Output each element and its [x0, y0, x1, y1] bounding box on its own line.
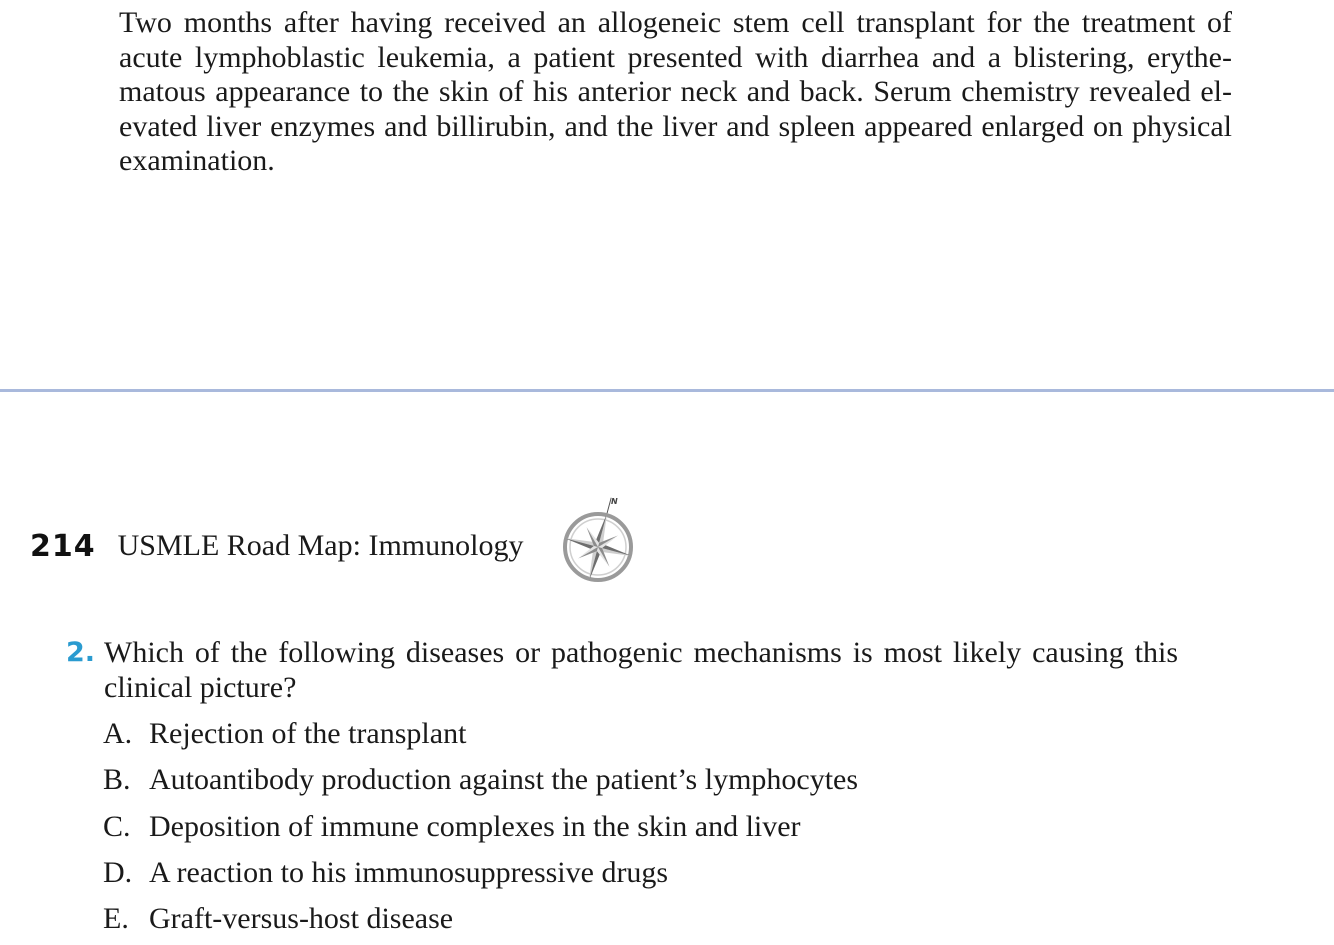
question-stem: Which of the following diseases or pathogenic mechanisms is most likely causing this clinical picture?: [104, 636, 1178, 704]
compass-rose-icon: [556, 494, 640, 594]
question-number: 2.: [66, 637, 96, 668]
book-title: USMLE Road Map: Immunology: [117, 529, 524, 562]
answer-choice-a[interactable]: [103, 714, 858, 760]
answer-choice-c[interactable]: [103, 807, 858, 853]
page-number: 214: [30, 528, 96, 564]
choice-text: Rejection of the transplant: [149, 717, 467, 750]
running-head: [30, 524, 523, 568]
compass-north-label: N: [611, 497, 618, 506]
choice-text: A reaction to his immunosuppressive drugs: [149, 855, 669, 889]
choice-letter: A.: [103, 717, 133, 750]
question-2: [66, 636, 1178, 705]
answer-choice-d[interactable]: [103, 853, 858, 899]
choice-text: Graft-versus-host disease: [149, 902, 454, 936]
case-vignette: Two months after having received an allogeneic stem cell transplant for the treatment of acute lymphoblastic leukemia, a patient presented with diarrhea and a blistering, erythematous appearance to the skin of his anterior neck and back. Serum chemistry revealed elevated liver enzymes and billirubin, and the liver and spleen appeared enlarged on physical examination.: [119, 6, 1232, 177]
choice-text: Autoantibody production against the patient’s lymphocytes: [149, 763, 859, 797]
choice-letter: D.: [103, 855, 133, 889]
choice-letter: B.: [103, 763, 131, 797]
choice-letter: C.: [103, 809, 131, 843]
section-divider: [0, 389, 1334, 392]
choice-text: Deposition of immune complexes in the skin and liver: [149, 809, 801, 843]
answer-choice-e[interactable]: [103, 899, 858, 945]
choice-letter: E.: [103, 902, 129, 936]
answer-choice-b[interactable]: [103, 760, 858, 806]
answer-choices: [103, 714, 858, 945]
